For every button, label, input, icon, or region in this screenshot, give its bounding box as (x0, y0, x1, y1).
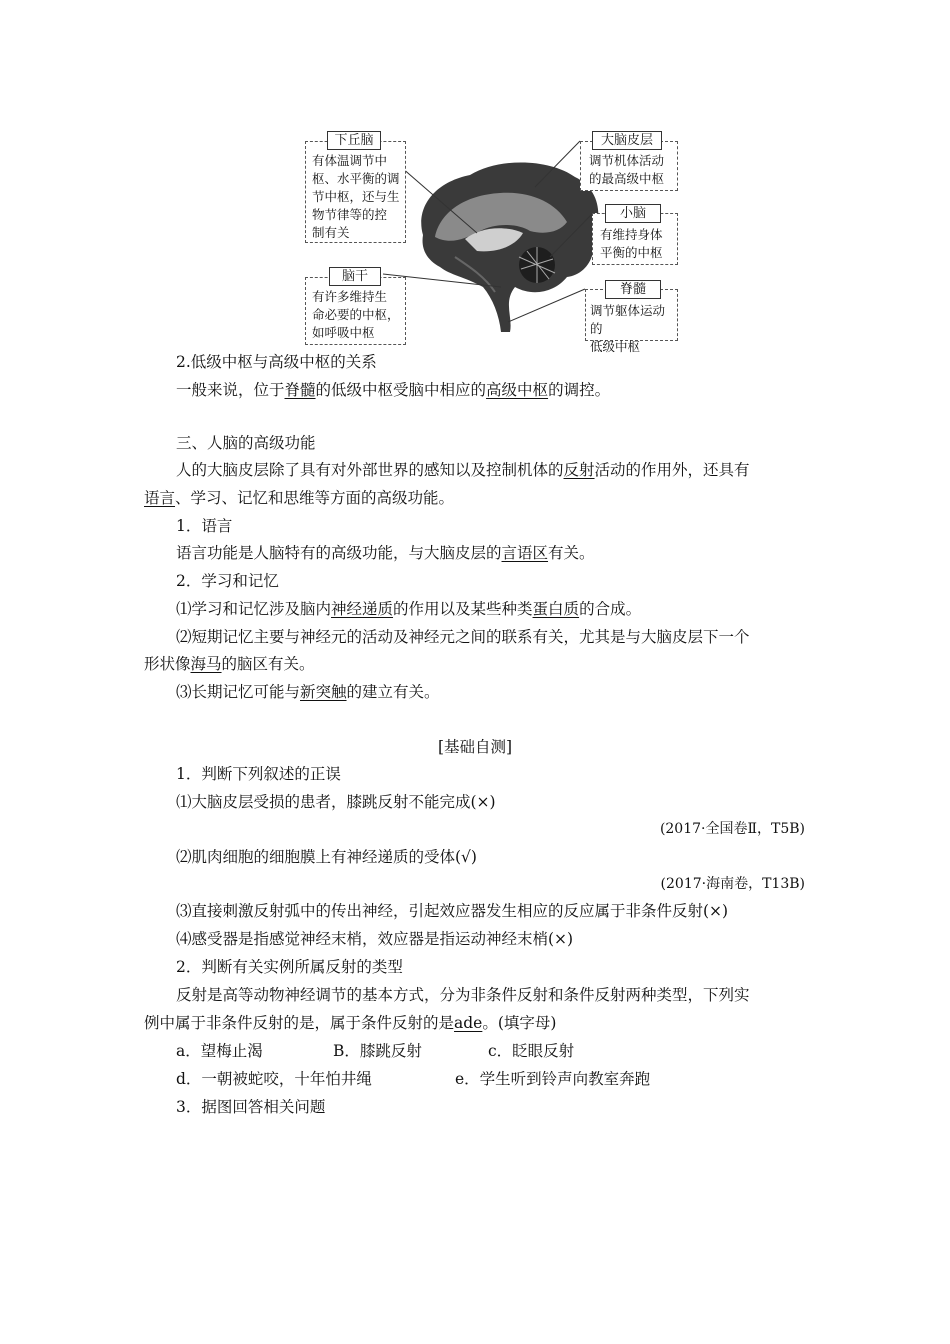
language-heading: 1．语言 (176, 517, 233, 535)
answer-ade: ade (454, 1014, 483, 1032)
question2-heading: 2．判断有关实例所属反射的类型 (176, 958, 403, 976)
answer-spinal: 脊髓 (284, 381, 316, 399)
question1-item2: ⑵肌肉细胞的细胞膜上有神经递质的受体(√) (176, 848, 477, 866)
question1-item4: ⑷感受器是指感觉神经末梢，效应器是指运动神经末梢(×) (176, 930, 574, 948)
brainstem-title: 脑干 (329, 267, 381, 286)
self-test-title: [基础自测] (437, 738, 513, 756)
memory-heading: 2．学习和记忆 (176, 572, 279, 590)
section3-heading: 三、人脑的高级功能 (176, 434, 316, 452)
cortex-text: 调节机体活动 的最高级中枢 (589, 153, 665, 186)
section3-intro-line1: 人的大脑皮层除了具有对外部世界的感知以及控制机体的反射活动的作用外，还具有 (176, 461, 750, 479)
question1-item1-source: (2017·全国卷Ⅱ，T5B) (659, 821, 805, 837)
answer-protein: 蛋白质 (532, 600, 580, 618)
hypothalamus-box (305, 141, 406, 243)
answer-reflex: 反射 (563, 461, 595, 479)
answer-higher-center: 高级中枢 (486, 381, 549, 399)
question1-item3: ⑶直接刺激反射弧中的传出神经，引起效应器发生相应的反应属于非条件反射(×) (176, 902, 729, 920)
option-d: d．一朝被蛇咬，十年怕井绳 (176, 1070, 372, 1088)
brain-diagram (305, 127, 677, 354)
memory-item3: ⑶长期记忆可能与新突触的建立有关。 (176, 683, 440, 701)
spinal-text: 调节躯体运动的 低级中枢 (590, 303, 666, 354)
language-paragraph: 语言功能是人脑特有的高级功能，与大脑皮层的言语区有关。 (176, 544, 595, 562)
question3-heading: 3．据图回答相关问题 (176, 1098, 326, 1116)
hypothalamus-text: 有体温调节中 枢、水平衡的调 节中枢，还与生 物节律等的控 制有关 (312, 153, 400, 240)
spinal-title: 脊髓 (605, 280, 661, 299)
memory-item1: ⑴学习和记忆涉及脑内神经递质的作用以及某些种类蛋白质的合成。 (176, 600, 642, 618)
brainstem-text: 有许多维持生 命必要的中枢， 如呼吸中枢 (312, 289, 400, 340)
question2-stem-line2: 例中属于非条件反射的是，属于条件反射的是ade。(填字母) (144, 1014, 557, 1032)
brainstem-box (305, 277, 406, 345)
answer-hippocampus: 海马 (190, 655, 222, 673)
option-a: a．望梅止渴 (176, 1042, 263, 1060)
answer-new-synapse: 新突触 (300, 683, 347, 701)
question1-item2-source: (2017·海南卷，T13B) (660, 876, 805, 892)
section2-heading: 2.低级中枢与高级中枢的关系 (176, 353, 377, 371)
answer-neurotransmitter: 神经递质 (331, 600, 394, 618)
cortex-title: 大脑皮层 (592, 131, 662, 150)
memory-item2-line2: 形状像海马的脑区有关。 (144, 655, 315, 673)
section2-paragraph: 一般来说，位于脊髓的低级中枢受脑中相应的高级中枢的调控。 (176, 381, 611, 399)
answer-speech-area: 言语区 (501, 544, 549, 562)
hypothalamus-title: 下丘脑 (327, 131, 381, 150)
section3-intro-line2: 语言、学习、记忆和思维等方面的高级功能。 (144, 489, 455, 507)
option-c: c．眨眼反射 (488, 1042, 575, 1060)
option-e: e．学生听到铃声向教室奔跑 (455, 1070, 651, 1088)
memory-item2-line1: ⑵短期记忆主要与神经元的活动及神经元之间的联系有关，尤其是与大脑皮层下一个 (176, 628, 750, 646)
question2-stem-line1: 反射是高等动物神经调节的基本方式，分为非条件反射和条件反射两种类型，下列实 (176, 986, 750, 1004)
answer-language: 语言 (144, 489, 176, 507)
question1-heading: 1．判断下列叙述的正误 (176, 765, 341, 783)
cerebellum-text: 有维持身体 平衡的中枢 (600, 227, 663, 260)
option-b: B．膝跳反射 (333, 1042, 422, 1060)
cerebellum-title: 小脑 (605, 204, 661, 223)
question1-item1: ⑴大脑皮层受损的患者，膝跳反射不能完成(×) (176, 793, 496, 811)
